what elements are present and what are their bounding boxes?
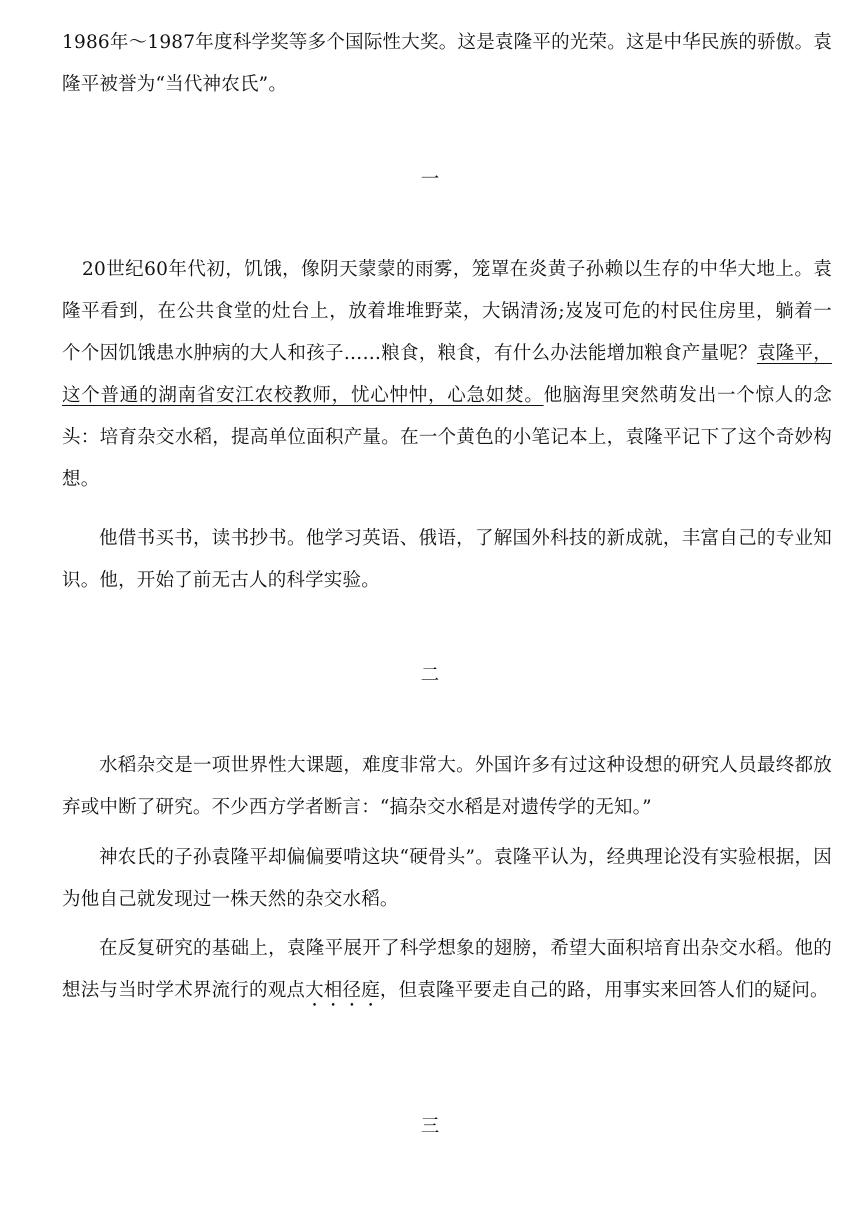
section-heading-3: 三 [420,1116,440,1137]
section-heading-2: 二 [420,665,440,686]
section-2-paragraph-2: 神农氏的子孙袁隆平却偏偏要啃这块“硬骨头”。袁隆平认为，经典理论没有实验根据，因为他自己就发现过一株天然的杂交水稻。 [62,847,832,910]
section-2-paragraph-3 [62,928,832,1012]
underlined-sentence: 袁隆平，这个普通的湖南省安江农校教师，忧心忡忡，心急如焚。 [62,343,832,406]
paragraph-text: 他脑海里突然萌发出一个惊人的念头：培育杂交水稻，提高单位面积产量。在一个黄色的小笔记本上，袁隆平记下了这个奇妙构想。 [62,385,832,490]
section-2-paragraph-1: 水稻杂交是一项世界性大课题，难度非常大。外国许多有过这种设想的研究人员最终都放弃或中断了研究。不少西方学者断言：“搞杂交水稻是对遗传学的无知。” [62,755,832,818]
section-1-paragraph-2: 他借书买书，读书抄书。他学习英语、俄语，了解国外科技的新成就，丰富自己的专业知识。他，开始了前无古人的科学实验。 [62,528,832,591]
intro-paragraph: 1986年～1987年度科学奖等多个国际性大奖。这是袁隆平的光荣。这是中华民族的骄傲。袁隆平被誉为“当代神农氏”。 [62,32,832,95]
section-1-paragraph-1 [62,249,832,501]
paragraph-text: ，但袁隆平要走自己的路，用事实来回答人们的疑问。 [379,980,829,1001]
section-heading-1: 一 [420,169,440,190]
emphasized-phrase: 大相径庭 [305,980,380,1001]
paragraph-text: 在反复研究的基础上，袁隆平展开了科学想象的翅膀，希望大面积培育出杂交水稻。他的想法与当时学术界流行的观点 [62,938,832,1001]
paragraph-text: 20世纪60年代初，饥饿，像阴天蒙蒙的雨雾，笼罩在炎黄子孙赖以生存的中华大地上。袁隆平看到，在公共食堂的灶台上，放着堆堆野菜，大锅清汤;岌岌可危的村民住房里，躺着一个个因饥饿患水肿病的大人和孩子……粮食，粮食，有什么办法能增加粮食产量呢？ [62,259,832,364]
